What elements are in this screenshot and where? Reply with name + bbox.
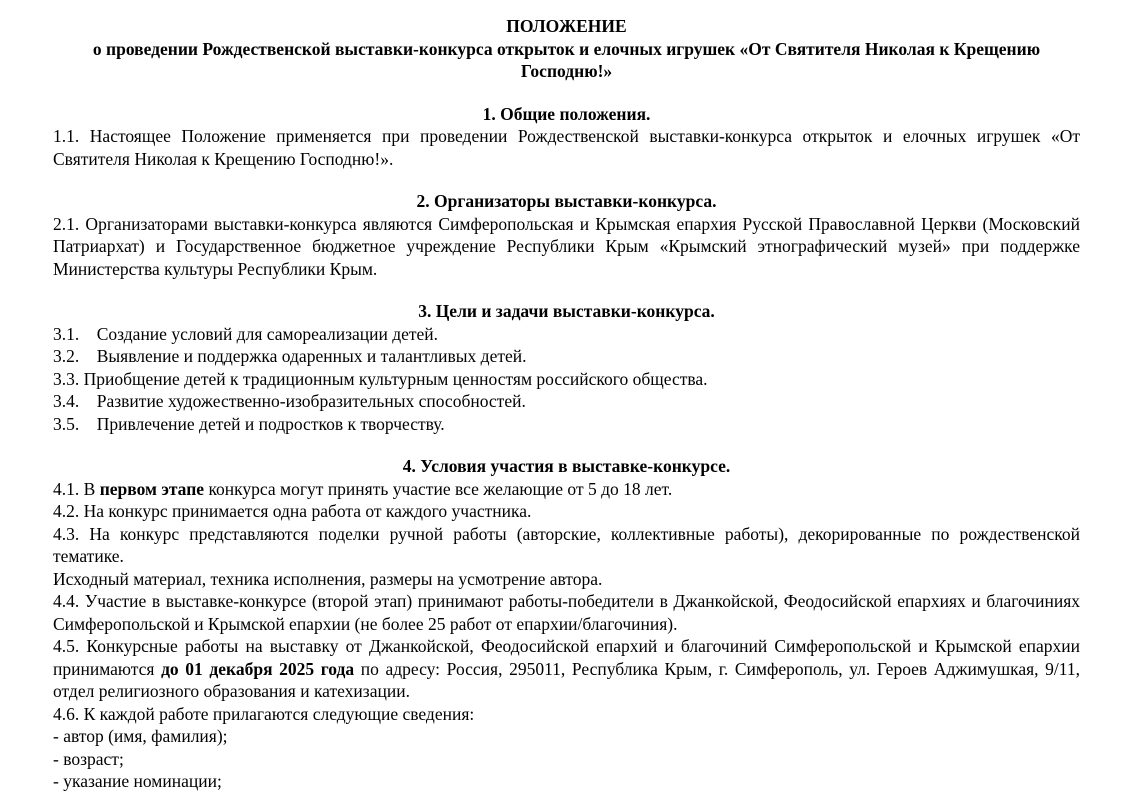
paragraph — [53, 125, 1080, 170]
bold-text: до 01 декабря 2025 года — [161, 658, 355, 679]
paragraph — [53, 703, 1080, 726]
text: - указание номинации; — [53, 771, 222, 791]
paragraph — [53, 478, 1080, 501]
paragraph — [53, 770, 1080, 793]
paragraph — [53, 568, 1080, 591]
paragraph — [53, 213, 1080, 281]
section-heading: 1. Общие положения. — [482, 103, 651, 124]
text: 3.1. Создание условий для самореализации детей. — [53, 323, 439, 344]
paragraph — [53, 345, 1080, 368]
section-heading: 4. Условия участия в выставке-конкурсе. — [402, 456, 731, 476]
text: 3.5. Привлечение детей и подростков к творчеству. — [53, 413, 445, 434]
paragraph — [53, 413, 1080, 436]
bold-text: первом этапе — [99, 478, 205, 499]
text: 3.3. Приобщение детей к традиционным культурным ценностям российского общества. — [53, 368, 708, 389]
paragraph — [53, 748, 1080, 771]
document-section — [53, 103, 1080, 171]
document-section — [53, 190, 1080, 280]
text: Исходный материал, техника исполнения, размеры на усмотрение автора. — [53, 568, 603, 589]
text: конкурса могут принять участие все желающие от 5 до 18 лет. — [204, 478, 673, 499]
text: 3.2. Выявление и поддержка одаренных и талантливых детей. — [53, 346, 527, 366]
paragraph — [53, 368, 1080, 391]
text: 2.1. Организаторами выставки-конкурса являются Симферопольская и Крымская епархия Русской Православной Церкви (Московский Патриархат) и Государственное бюджетное учреждение Республики Крым «Крымский этнографический музей» при поддержке Министерства культуры Республики Крым. — [53, 213, 1080, 279]
text: 4.4. Участие в выставке-конкурсе (второй этап) принимают работы-победители в Джанкойской, Феодосийской епархиях и благочиниях Симферопольской и Крымской епархии (не более 25 работ от епархии/благочиния). — [53, 591, 1080, 634]
text: 1.1. Настоящее Положение применяется при проведении Рождественской выставки-конкурса открыток и елочных игрушек «От Святителя Николая к Крещению Господню!». — [53, 126, 1080, 169]
text: - возраст; — [53, 748, 124, 769]
text: 4.2. На конкурс принимается одна работа от каждого участника. — [53, 501, 532, 521]
paragraph — [53, 323, 1080, 346]
paragraph — [53, 635, 1080, 703]
section-heading: 3. Цели и задачи выставки-конкурса. — [418, 301, 715, 321]
paragraph — [53, 725, 1080, 748]
text: 4.6. К каждой работе прилагаются следующие сведения: — [53, 703, 475, 724]
text: 4.5. Конкурсные работы на выставку от Джанкойской, Феодосийской епархий и благочиний Симферопольской и Крымской епархии принимаются — [53, 636, 1080, 679]
document-section — [53, 455, 1080, 793]
paragraph — [53, 590, 1080, 635]
document-title: ПОЛОЖЕНИЕ — [506, 16, 627, 36]
paragraph — [53, 500, 1080, 523]
text: 4.3. На конкурс представляются поделки ручной работы (авторские, коллективные работы), декорированные по рождественской тематике. — [53, 523, 1080, 566]
document-section — [53, 300, 1080, 435]
text: 4.1. В — [53, 478, 100, 499]
section-heading: 2. Организаторы выставки-конкурса. — [416, 191, 717, 211]
text: по адресу: Россия, 295011, Республика Крым, г. Симферополь, ул. Героев Аджимушкая, 9/11, отдел религиозного образования и катехизации. — [53, 658, 1080, 701]
sections — [53, 103, 1080, 793]
paragraph — [53, 523, 1080, 568]
document-subtitle: о проведении Рождественской выставки-конкурса открыток и елочных игрушек «От Святителя Николая к Крещению Господню!» — [92, 38, 1041, 81]
paragraph — [53, 390, 1080, 413]
text: 3.4. Развитие художественно-изобразительных способностей. — [53, 391, 526, 411]
text: - автор (имя, фамилия); — [53, 726, 228, 746]
